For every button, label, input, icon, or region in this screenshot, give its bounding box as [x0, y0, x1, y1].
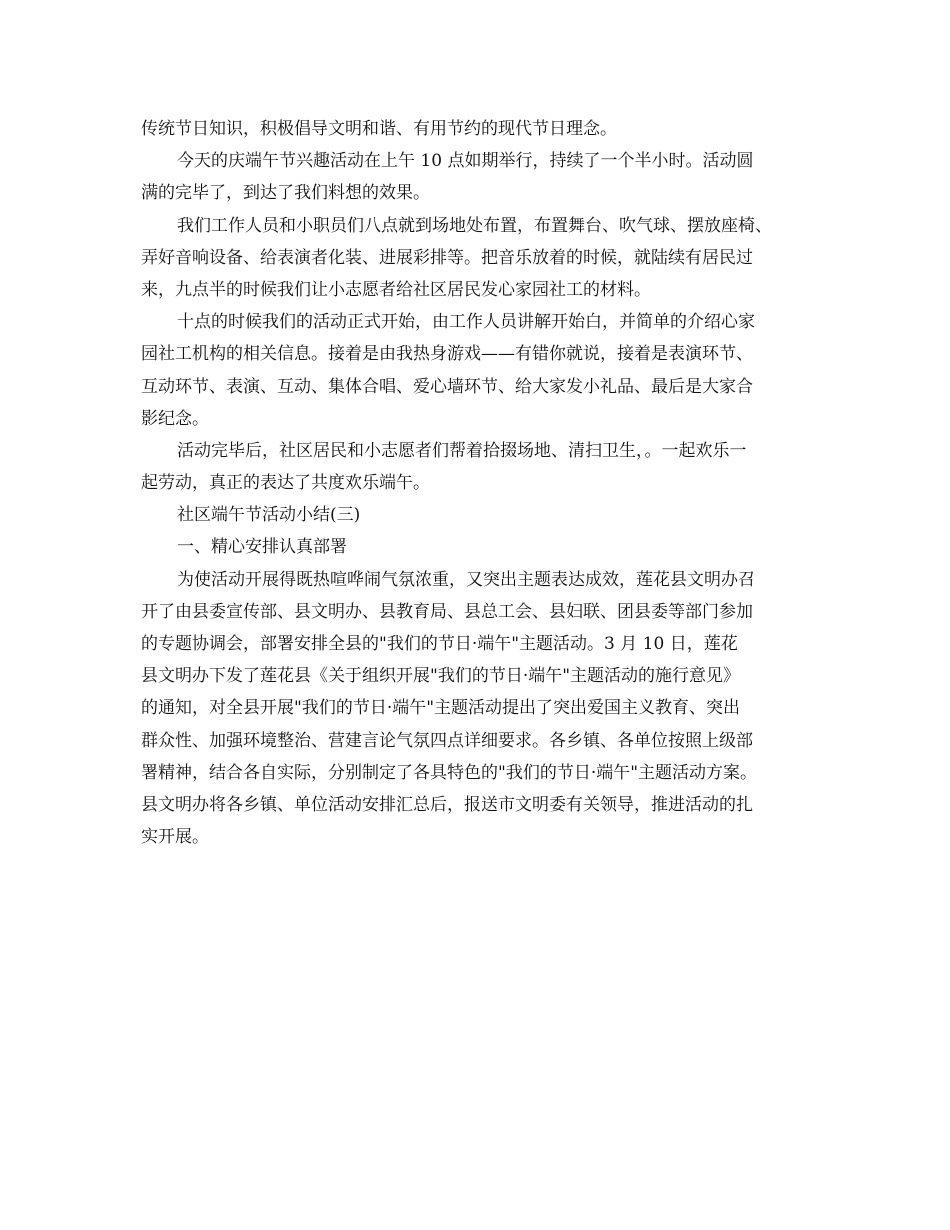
- text-line: 传统节日知识，积极倡导文明和谐、有用节约的现代节日理念。: [141, 119, 617, 139]
- text-line: 活动完毕后，社区居民和小志愿者们帮着拾掇场地、清扫卫生，。一起欢乐一: [177, 440, 747, 461]
- text-line: 实开展。: [141, 827, 209, 848]
- text-line: 县文明办下发了莲花县《关于组织开展"我们的节日·端午"主题活动的施行意见》: [141, 666, 741, 687]
- text-line: 为使活动开展得既热喧哗闹气氛浓重，又突出主题表达成效，莲花县文明办召: [177, 569, 755, 590]
- text-line: 影纪念。: [141, 408, 209, 429]
- text-line: 的通知，对全县开展"我们的节日·端午"主题活动提出了突出爱国主义教育、突出: [141, 698, 741, 719]
- text-line: 我们工作人员和小职员们八点就到场地处布置，布置舞台、吹气球、摆放座椅、: [177, 215, 772, 236]
- text-line: 起劳动，真正的表达了共度欢乐端午。: [141, 473, 430, 494]
- text-line: 群众性、加强环境整治、营建言论气氛四点详细要求。各乡镇、各单位按照上级部: [141, 730, 753, 751]
- text-line: 开了由县委宣传部、县文明办、县教育局、县总工会、县妇联、团县委等部门参加: [141, 601, 753, 622]
- text-line: 十点的时候我们的活动正式开始，由工作人员讲解开始白，并简单的介绍心家: [177, 312, 755, 333]
- text-line: 今天的庆端午节兴趣活动在上午 10 点如期举行，持续了一个半小时。活动圆: [177, 151, 754, 172]
- text-line: 园社工机构的相关信息。接着是由我热身游戏——有错你就说，接着是表演环节、: [141, 344, 753, 365]
- text-line: 县文明办将各乡镇、单位活动安排汇总后，报送市文明委有关领导，推进活动的扎: [141, 794, 753, 815]
- text-line: 互动环节、表演、互动、集体合唱、爱心墙环节、给大家发小礼品、最后是大家合: [141, 376, 753, 397]
- text-line: 署精神，结合各自实际，分别制定了各具特色的"我们的节日·端午"主题活动方案。: [141, 762, 758, 783]
- text-line: 来，九点半的时候我们让小志愿者给社区居民发心家园社工的材料。: [141, 279, 651, 300]
- text-line: 一、精心安排认真部署: [177, 537, 347, 558]
- text-line: 弄好音响设备、给表演者化装、进展彩排等。把音乐放着的时候，就陆续有居民过: [141, 247, 753, 268]
- document-body: [141, 113, 813, 853]
- text-line: 的专题协调会，部署安排全县的"我们的节日·端午"主题活动。3 月 10 日，莲花: [141, 634, 738, 654]
- text-line: 社区端午节活动小结(三): [177, 505, 361, 526]
- text-line: 满的完毕了，到达了我们料想的效果。: [141, 183, 430, 204]
